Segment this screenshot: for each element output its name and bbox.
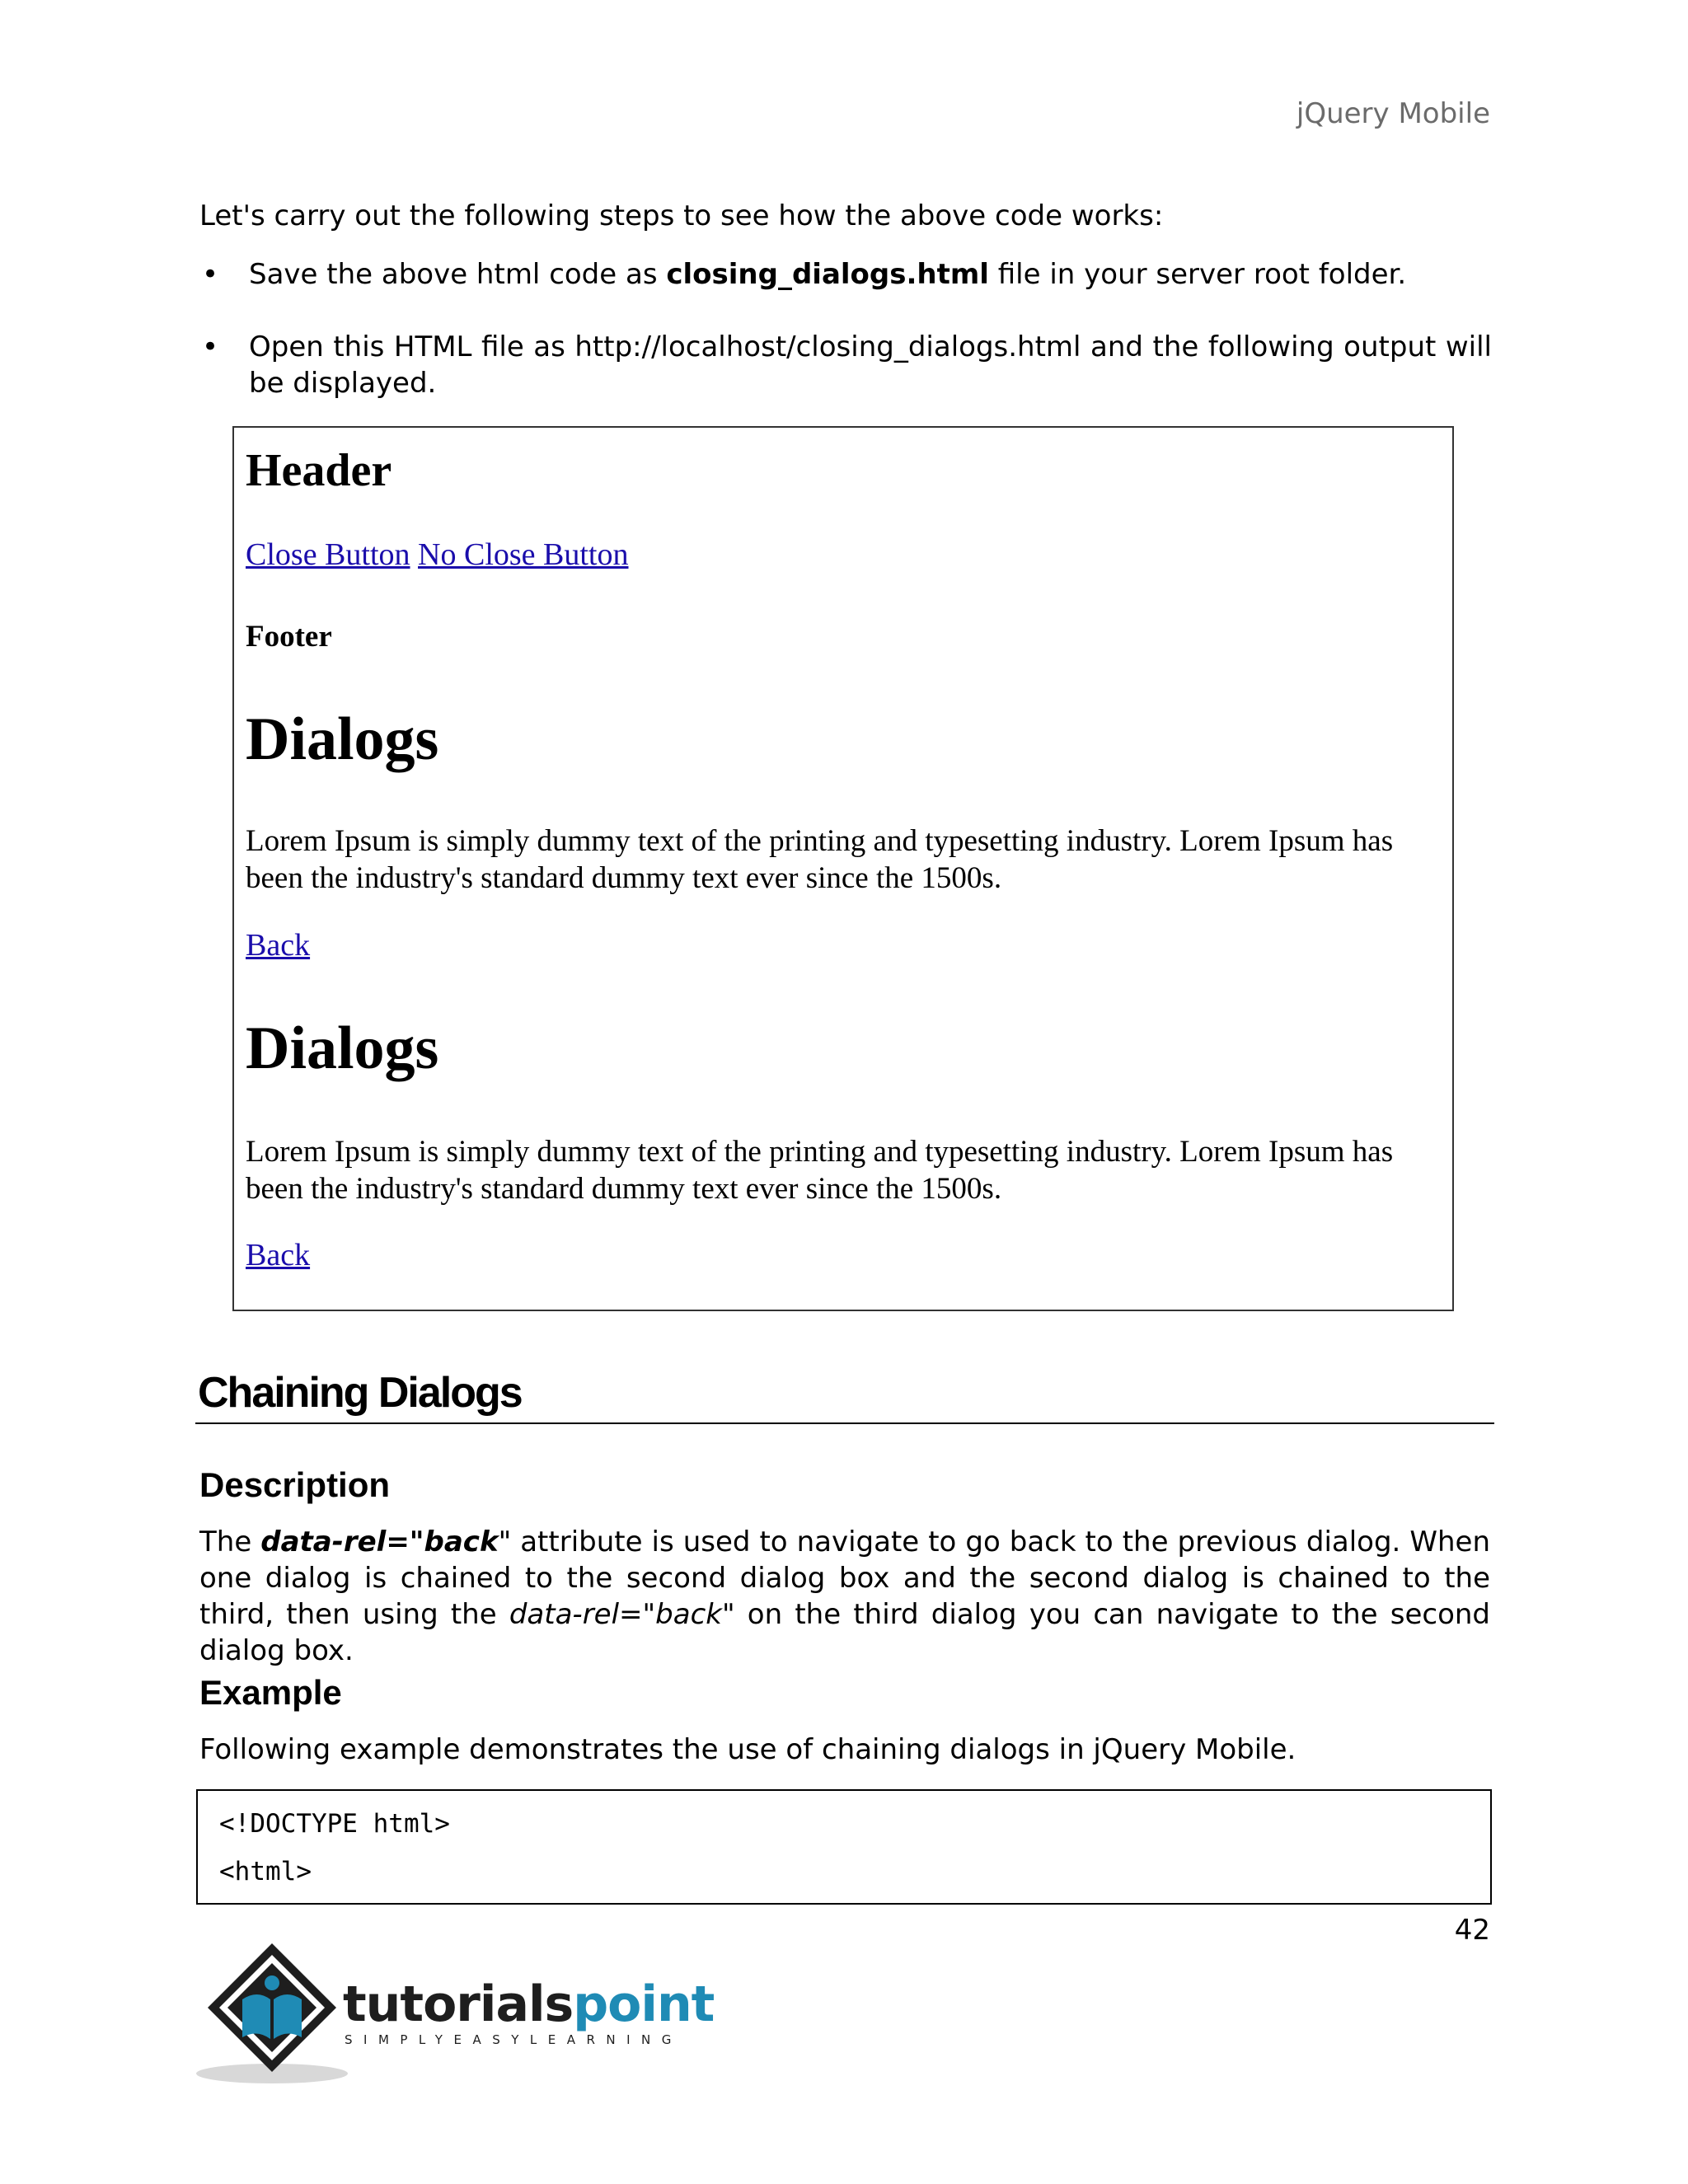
bullet-text: Save the above html code as	[249, 258, 667, 291]
bullet-item-save	[202, 256, 1492, 293]
code-line: <html>	[219, 1857, 312, 1886]
dialog-text: Lorem Ipsum is simply dummy text of the printing and typesetting industry. Lorem Ipsum has been the industry's standard dummy text ever since the 1500s.	[246, 1135, 1394, 1206]
description-heading: Description	[199, 1465, 391, 1504]
logo-wordmark	[343, 1975, 715, 2033]
dialog-text: Lorem Ipsum is simply dummy text of the printing and typesetting industry. Lorem Ipsum has been the industry's standard dummy text ever since the 1500s.	[246, 824, 1394, 895]
open-book-diamond-icon	[195, 1942, 715, 2090]
output-links	[246, 537, 629, 573]
bullet-marker: •	[202, 330, 219, 363]
logo-word-tutorials: tutorials	[343, 1975, 574, 2033]
desc-text: on the third dialog you can navigate to the second dialog box.	[199, 1598, 1490, 1667]
bullet-text-end: file in your server root folder.	[988, 258, 1407, 291]
logo-word-point: point	[573, 1975, 715, 2033]
logo-tagline: SIMPLYEASYLEARNING	[345, 2032, 682, 2047]
section-title: Chaining Dialogs	[198, 1369, 522, 1417]
dialog-title: Dialogs	[246, 1015, 439, 1082]
dialog-title: Dialogs	[246, 705, 439, 773]
example-intro: Following example demonstrates the use of chaining dialogs in jQuery Mobile.	[199, 1733, 1296, 1766]
output-screenshot	[232, 426, 1454, 1311]
desc-attr-bold: data-rel="back	[260, 1526, 499, 1558]
page-number: 42	[1454, 1914, 1490, 1947]
bullet-item-open	[202, 329, 1492, 401]
example-heading: Example	[199, 1673, 342, 1712]
back-link[interactable]: Back	[246, 1238, 311, 1272]
desc-attr-italic: data-rel="back"	[509, 1598, 735, 1631]
desc-text: The	[199, 1526, 261, 1558]
output-header: Header	[246, 445, 392, 496]
bullet-text: Open this HTML file as http://localhost/closing_dialogs.html and the following output will be displayed.	[249, 330, 1492, 400]
desc-text: attribute is used to navigate to go back to the previous dialog. When one dialog is chained to the second dialog box and the second dialog is chained to the third, then using the	[199, 1526, 1491, 1631]
bullet-marker: •	[202, 258, 219, 291]
tutorialspoint-logo	[195, 1942, 715, 2090]
code-line: <!DOCTYPE html>	[219, 1809, 450, 1839]
section-divider	[195, 1422, 1494, 1424]
no-close-button-link[interactable]: No Close Button	[418, 537, 629, 572]
desc-quote: "	[498, 1526, 512, 1558]
running-head: jQuery Mobile	[1296, 97, 1490, 130]
intro-paragraph: Let's carry out the following steps to see how the above code works:	[199, 199, 1164, 232]
back-link[interactable]: Back	[246, 928, 311, 963]
output-footer: Footer	[246, 620, 332, 654]
code-block	[196, 1789, 1492, 1905]
description-paragraph	[199, 1524, 1490, 1669]
close-button-link[interactable]: Close Button	[246, 537, 410, 572]
filename: closing_dialogs.html	[666, 258, 989, 291]
